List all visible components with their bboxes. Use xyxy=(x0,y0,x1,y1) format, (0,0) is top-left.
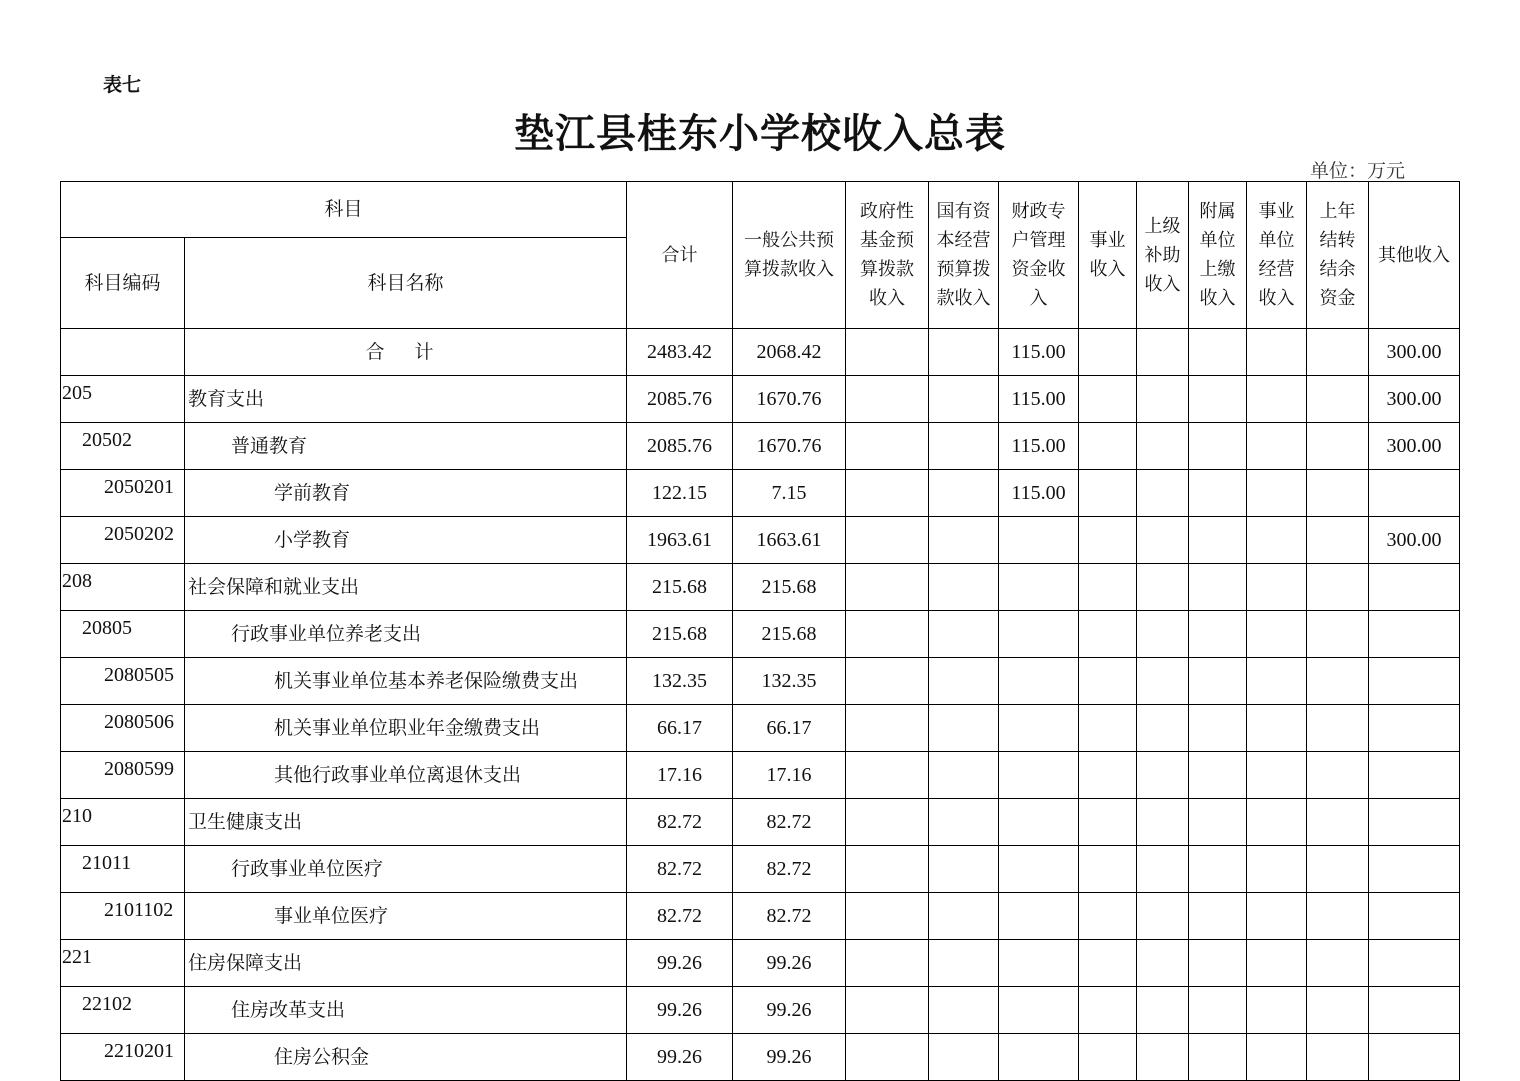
subject-code-cell xyxy=(61,329,185,376)
value-cell-carryover xyxy=(1307,1034,1369,1081)
value-cell-state-capital xyxy=(929,470,999,517)
value-cell-general-budget: 17.16 xyxy=(733,752,846,799)
table-row xyxy=(61,611,1460,658)
value-cell-affiliated-income xyxy=(1189,893,1247,940)
value-cell-fiscal-account xyxy=(999,564,1079,611)
subject-name-cell: 住房公积金 xyxy=(185,1034,627,1081)
header-line: 收入 xyxy=(869,288,905,309)
value-cell-general-budget: 99.26 xyxy=(733,1034,846,1081)
value-cell-affiliated-income xyxy=(1189,564,1247,611)
value-cell-affiliated-income xyxy=(1189,940,1247,987)
value-cell-gov-fund xyxy=(846,611,929,658)
value-cell-state-capital xyxy=(929,705,999,752)
table-row xyxy=(61,376,1460,423)
header-line: 上级 xyxy=(1144,215,1181,237)
value-cell-operating-income xyxy=(1247,799,1307,846)
value-cell-business-income xyxy=(1079,423,1137,470)
subject-code-cell: 20502 xyxy=(61,423,185,470)
page-title: 垫江县桂东小学校收入总表 xyxy=(514,110,1006,157)
value-cell-business-income xyxy=(1079,846,1137,893)
value-cell-gov-fund xyxy=(846,846,929,893)
value-cell-operating-income xyxy=(1247,658,1307,705)
value-cell-superior-subsidy xyxy=(1137,470,1189,517)
value-cell-carryover xyxy=(1307,470,1369,517)
value-cell-other-income: 300.00 xyxy=(1369,329,1460,376)
table-row xyxy=(61,564,1460,611)
header-line: 户管理 xyxy=(1011,230,1066,251)
header-line: 补助 xyxy=(1144,244,1181,266)
value-cell-state-capital xyxy=(929,564,999,611)
table-row xyxy=(61,846,1460,893)
value-cell-superior-subsidy xyxy=(1137,799,1189,846)
value-cell-affiliated-income xyxy=(1189,846,1247,893)
value-cell-business-income xyxy=(1079,376,1137,423)
value-cell-state-capital xyxy=(929,1034,999,1081)
subject-name-cell: 行政事业单位养老支出 xyxy=(185,611,627,658)
value-cell-fiscal-account xyxy=(999,846,1079,893)
header-line: 附属 xyxy=(1199,201,1236,222)
subject-code-cell: 2080506 xyxy=(61,705,185,752)
value-cell-superior-subsidy xyxy=(1137,329,1189,376)
value-cell-gov-fund xyxy=(846,329,929,376)
subject-name-cell: 卫生健康支出 xyxy=(185,799,627,846)
value-cell-state-capital xyxy=(929,658,999,705)
value-cell-fiscal-account xyxy=(999,987,1079,1034)
value-cell-general-budget: 99.26 xyxy=(733,940,846,987)
header-line: 本经营 xyxy=(936,230,991,251)
header-line: 算拨款 xyxy=(860,259,914,280)
value-cell-total: 2483.42 xyxy=(627,329,733,376)
value-cell-business-income xyxy=(1079,611,1137,658)
value-cell-business-income xyxy=(1079,705,1137,752)
value-cell-fiscal-account xyxy=(999,517,1079,564)
header-line: 国有资 xyxy=(936,201,991,222)
header-subject: 科目 xyxy=(61,182,627,238)
subject-code-cell: 221 xyxy=(61,940,185,987)
subject-name-cell: 机关事业单位基本养老保险缴费支出 xyxy=(185,658,627,705)
value-cell-superior-subsidy xyxy=(1137,940,1189,987)
value-cell-other-income xyxy=(1369,658,1460,705)
subject-code-cell: 2080505 xyxy=(61,658,185,705)
header-line: 单位 xyxy=(1258,230,1295,251)
value-cell-business-income xyxy=(1079,564,1137,611)
value-cell-general-budget: 82.72 xyxy=(733,846,846,893)
value-cell-superior-subsidy xyxy=(1137,564,1189,611)
value-cell-superior-subsidy xyxy=(1137,658,1189,705)
value-cell-gov-fund xyxy=(846,752,929,799)
value-cell-general-budget: 132.35 xyxy=(733,658,846,705)
value-cell-affiliated-income xyxy=(1189,376,1247,423)
subject-code-cell: 21011 xyxy=(61,846,185,893)
value-cell-fiscal-account xyxy=(999,893,1079,940)
value-cell-business-income xyxy=(1079,658,1137,705)
value-cell-affiliated-income xyxy=(1189,799,1247,846)
table-row xyxy=(61,705,1460,752)
table-body xyxy=(61,182,1460,1081)
value-cell-fiscal-account xyxy=(999,1034,1079,1081)
subject-name-cell: 行政事业单位医疗 xyxy=(185,846,627,893)
value-cell-fiscal-account xyxy=(999,752,1079,799)
header-subject-name: 科目名称 xyxy=(185,238,627,329)
value-cell-fiscal-account: 115.00 xyxy=(999,470,1079,517)
value-cell-fiscal-account xyxy=(999,658,1079,705)
value-cell-carryover xyxy=(1307,611,1369,658)
value-cell-general-budget: 7.15 xyxy=(733,470,846,517)
value-cell-other-income xyxy=(1369,799,1460,846)
value-cell-affiliated-income xyxy=(1189,423,1247,470)
header-line: 经营 xyxy=(1258,259,1295,280)
value-cell-operating-income xyxy=(1247,329,1307,376)
value-cell-gov-fund xyxy=(846,799,929,846)
value-cell-operating-income xyxy=(1247,752,1307,799)
subject-code-cell: 2050202 xyxy=(61,517,185,564)
header-line: 事业 xyxy=(1089,230,1126,251)
value-cell-business-income xyxy=(1079,940,1137,987)
table-row xyxy=(61,893,1460,940)
header-line: 算拨款收入 xyxy=(744,259,834,280)
header-superior-subsidy xyxy=(1137,182,1189,329)
value-cell-fiscal-account xyxy=(999,799,1079,846)
value-cell-operating-income xyxy=(1247,846,1307,893)
subject-code-cell: 2050201 xyxy=(61,470,185,517)
value-cell-affiliated-income xyxy=(1189,752,1247,799)
header-general-budget xyxy=(733,182,846,329)
subject-name-cell: 机关事业单位职业年金缴费支出 xyxy=(185,705,627,752)
header-operating-income xyxy=(1247,182,1307,329)
value-cell-fiscal-account xyxy=(999,705,1079,752)
value-cell-general-budget: 1670.76 xyxy=(733,376,846,423)
value-cell-gov-fund xyxy=(846,705,929,752)
value-cell-other-income xyxy=(1369,752,1460,799)
value-cell-state-capital xyxy=(929,517,999,564)
subject-code-cell: 2080599 xyxy=(61,752,185,799)
value-cell-business-income xyxy=(1079,799,1137,846)
table-number-label: 表七 xyxy=(103,74,142,96)
header-line: 其他收入 xyxy=(1378,244,1450,266)
value-cell-fiscal-account: 115.00 xyxy=(999,376,1079,423)
value-cell-other-income xyxy=(1369,470,1460,517)
value-cell-other-income xyxy=(1369,940,1460,987)
value-cell-carryover xyxy=(1307,376,1369,423)
value-cell-gov-fund xyxy=(846,470,929,517)
header-fiscal-account xyxy=(999,182,1079,329)
income-summary-table xyxy=(60,181,1460,1081)
value-cell-state-capital xyxy=(929,893,999,940)
table-row xyxy=(61,752,1460,799)
value-cell-other-income xyxy=(1369,564,1460,611)
table-row xyxy=(61,423,1460,470)
value-cell-general-budget: 1663.61 xyxy=(733,517,846,564)
value-cell-total: 82.72 xyxy=(627,893,733,940)
header-total xyxy=(627,182,733,329)
subject-name-cell: 住房保障支出 xyxy=(185,940,627,987)
value-cell-total: 82.72 xyxy=(627,799,733,846)
value-cell-affiliated-income xyxy=(1189,329,1247,376)
header-carryover xyxy=(1307,182,1369,329)
value-cell-affiliated-income xyxy=(1189,517,1247,564)
total-row xyxy=(61,329,1460,376)
value-cell-total: 1963.61 xyxy=(627,517,733,564)
value-cell-state-capital xyxy=(929,376,999,423)
header-line: 结转 xyxy=(1319,230,1356,251)
value-cell-operating-income xyxy=(1247,893,1307,940)
value-cell-business-income xyxy=(1079,329,1137,376)
value-cell-gov-fund xyxy=(846,987,929,1034)
value-cell-state-capital xyxy=(929,987,999,1034)
header-line: 收入 xyxy=(1144,273,1181,295)
value-cell-superior-subsidy xyxy=(1137,846,1189,893)
value-cell-other-income: 300.00 xyxy=(1369,376,1460,423)
subject-code-cell: 20805 xyxy=(61,611,185,658)
value-cell-operating-income xyxy=(1247,470,1307,517)
header-line: 政府性 xyxy=(860,201,914,222)
value-cell-total: 2085.76 xyxy=(627,423,733,470)
header-line: 基金预 xyxy=(860,230,914,251)
header-row-top xyxy=(61,182,1460,238)
header-affiliated-income xyxy=(1189,182,1247,329)
header-line: 上年 xyxy=(1319,201,1356,222)
value-cell-business-income xyxy=(1079,987,1137,1034)
header-line: 事业 xyxy=(1258,201,1295,222)
value-cell-business-income xyxy=(1079,1034,1137,1081)
value-cell-operating-income xyxy=(1247,376,1307,423)
header-line: 收入 xyxy=(1089,259,1126,280)
value-cell-carryover xyxy=(1307,329,1369,376)
value-cell-superior-subsidy xyxy=(1137,1034,1189,1081)
value-cell-carryover xyxy=(1307,893,1369,940)
value-cell-total: 215.68 xyxy=(627,564,733,611)
subject-name-cell: 社会保障和就业支出 xyxy=(185,564,627,611)
value-cell-operating-income xyxy=(1247,423,1307,470)
value-cell-general-budget: 2068.42 xyxy=(733,329,846,376)
subject-code-cell: 2210201 xyxy=(61,1034,185,1081)
header-line: 款收入 xyxy=(936,288,991,309)
value-cell-affiliated-income xyxy=(1189,705,1247,752)
table-row xyxy=(61,1034,1460,1081)
header-line: 财政专 xyxy=(1011,201,1066,222)
value-cell-general-budget: 215.68 xyxy=(733,611,846,658)
header-line: 单位 xyxy=(1199,230,1236,251)
value-cell-other-income xyxy=(1369,611,1460,658)
header-state-capital xyxy=(929,182,999,329)
value-cell-gov-fund xyxy=(846,376,929,423)
value-cell-operating-income xyxy=(1247,611,1307,658)
value-cell-other-income xyxy=(1369,846,1460,893)
header-other-income xyxy=(1369,182,1460,329)
value-cell-carryover xyxy=(1307,564,1369,611)
subject-name-cell: 普通教育 xyxy=(185,423,627,470)
subject-name-cell: 教育支出 xyxy=(185,376,627,423)
value-cell-gov-fund xyxy=(846,940,929,987)
value-cell-state-capital xyxy=(929,423,999,470)
header-line: 合计 xyxy=(661,244,698,266)
value-cell-total: 2085.76 xyxy=(627,376,733,423)
value-cell-total: 17.16 xyxy=(627,752,733,799)
value-cell-fiscal-account xyxy=(999,940,1079,987)
value-cell-gov-fund xyxy=(846,423,929,470)
value-cell-affiliated-income xyxy=(1189,658,1247,705)
value-cell-gov-fund xyxy=(846,893,929,940)
subject-code-cell: 210 xyxy=(61,799,185,846)
value-cell-other-income xyxy=(1369,1034,1460,1081)
value-cell-total: 66.17 xyxy=(627,705,733,752)
value-cell-superior-subsidy xyxy=(1137,376,1189,423)
value-cell-superior-subsidy xyxy=(1137,987,1189,1034)
value-cell-affiliated-income xyxy=(1189,987,1247,1034)
value-cell-affiliated-income xyxy=(1189,1034,1247,1081)
subject-code-cell: 205 xyxy=(61,376,185,423)
value-cell-general-budget: 215.68 xyxy=(733,564,846,611)
subject-code-cell: 2101102 xyxy=(61,893,185,940)
subject-name-cell: 小学教育 xyxy=(185,517,627,564)
value-cell-carryover xyxy=(1307,517,1369,564)
value-cell-superior-subsidy xyxy=(1137,705,1189,752)
value-cell-gov-fund xyxy=(846,564,929,611)
value-cell-total: 99.26 xyxy=(627,987,733,1034)
value-cell-business-income xyxy=(1079,470,1137,517)
value-cell-superior-subsidy xyxy=(1137,611,1189,658)
value-cell-carryover xyxy=(1307,423,1369,470)
value-cell-other-income: 300.00 xyxy=(1369,423,1460,470)
header-line: 收入 xyxy=(1199,288,1236,309)
value-cell-operating-income xyxy=(1247,705,1307,752)
value-cell-gov-fund xyxy=(846,1034,929,1081)
header-line: 入 xyxy=(1029,288,1048,309)
value-cell-fiscal-account xyxy=(999,611,1079,658)
table-row xyxy=(61,470,1460,517)
value-cell-state-capital xyxy=(929,940,999,987)
value-cell-operating-income xyxy=(1247,564,1307,611)
value-cell-gov-fund xyxy=(846,517,929,564)
value-cell-fiscal-account: 115.00 xyxy=(999,423,1079,470)
header-line: 预算拨 xyxy=(936,259,991,280)
table-row xyxy=(61,658,1460,705)
value-cell-superior-subsidy xyxy=(1137,893,1189,940)
value-cell-general-budget: 99.26 xyxy=(733,987,846,1034)
header-line: 一般公共预 xyxy=(744,230,834,251)
value-cell-business-income xyxy=(1079,893,1137,940)
value-cell-carryover xyxy=(1307,705,1369,752)
value-cell-carryover xyxy=(1307,752,1369,799)
header-line: 结余 xyxy=(1319,259,1356,280)
value-cell-affiliated-income xyxy=(1189,611,1247,658)
value-cell-superior-subsidy xyxy=(1137,517,1189,564)
value-cell-other-income xyxy=(1369,705,1460,752)
value-cell-total: 99.26 xyxy=(627,1034,733,1081)
value-cell-total: 122.15 xyxy=(627,470,733,517)
value-cell-state-capital xyxy=(929,329,999,376)
table-row xyxy=(61,799,1460,846)
value-cell-carryover xyxy=(1307,799,1369,846)
subject-name-cell: 合 计 xyxy=(185,329,627,376)
value-cell-carryover xyxy=(1307,987,1369,1034)
table-row xyxy=(61,987,1460,1034)
subject-name-cell: 事业单位医疗 xyxy=(185,893,627,940)
header-line: 资金 xyxy=(1319,288,1356,309)
table-row xyxy=(61,940,1460,987)
value-cell-state-capital xyxy=(929,611,999,658)
table-row xyxy=(61,517,1460,564)
value-cell-fiscal-account: 115.00 xyxy=(999,329,1079,376)
value-cell-general-budget: 66.17 xyxy=(733,705,846,752)
value-cell-business-income xyxy=(1079,752,1137,799)
header-line: 收入 xyxy=(1258,288,1295,309)
value-cell-total: 215.68 xyxy=(627,611,733,658)
value-cell-general-budget: 82.72 xyxy=(733,893,846,940)
value-cell-other-income xyxy=(1369,987,1460,1034)
value-cell-total: 82.72 xyxy=(627,846,733,893)
value-cell-carryover xyxy=(1307,846,1369,893)
value-cell-operating-income xyxy=(1247,987,1307,1034)
unit-label: 单位：万元 xyxy=(1310,160,1406,182)
value-cell-general-budget: 1670.76 xyxy=(733,423,846,470)
value-cell-state-capital xyxy=(929,799,999,846)
value-cell-carryover xyxy=(1307,658,1369,705)
header-line: 资金收 xyxy=(1011,259,1066,280)
header-business-income xyxy=(1079,182,1137,329)
subject-code-cell: 22102 xyxy=(61,987,185,1034)
value-cell-business-income xyxy=(1079,517,1137,564)
value-cell-operating-income xyxy=(1247,1034,1307,1081)
header-line: 上缴 xyxy=(1199,259,1236,280)
subject-name-cell: 其他行政事业单位离退休支出 xyxy=(185,752,627,799)
value-cell-general-budget: 82.72 xyxy=(733,799,846,846)
value-cell-carryover xyxy=(1307,940,1369,987)
value-cell-total: 99.26 xyxy=(627,940,733,987)
subject-name-cell: 住房改革支出 xyxy=(185,987,627,1034)
value-cell-operating-income xyxy=(1247,940,1307,987)
subject-code-cell: 208 xyxy=(61,564,185,611)
value-cell-affiliated-income xyxy=(1189,470,1247,517)
value-cell-total: 132.35 xyxy=(627,658,733,705)
value-cell-other-income xyxy=(1369,893,1460,940)
value-cell-other-income: 300.00 xyxy=(1369,517,1460,564)
value-cell-state-capital xyxy=(929,752,999,799)
value-cell-gov-fund xyxy=(846,658,929,705)
value-cell-state-capital xyxy=(929,846,999,893)
value-cell-operating-income xyxy=(1247,517,1307,564)
value-cell-superior-subsidy xyxy=(1137,752,1189,799)
subject-name-cell: 学前教育 xyxy=(185,470,627,517)
header-subject-code: 科目编码 xyxy=(61,238,185,329)
header-gov-fund xyxy=(846,182,929,329)
value-cell-superior-subsidy xyxy=(1137,423,1189,470)
